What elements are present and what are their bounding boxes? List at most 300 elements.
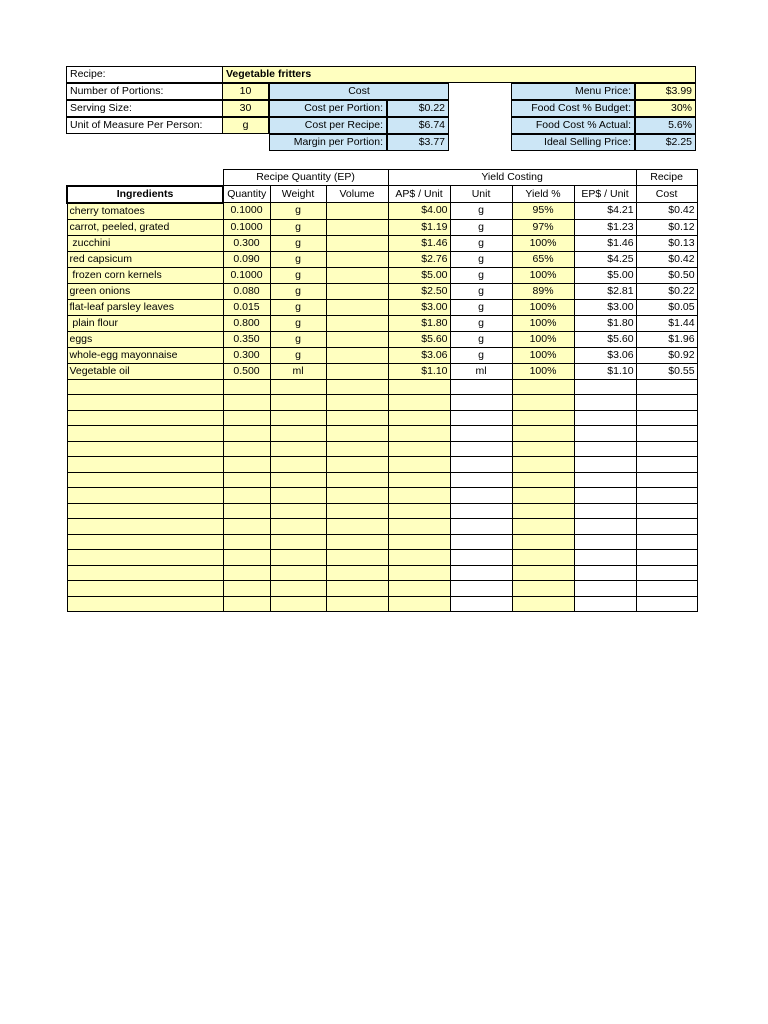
yield-percent-cell[interactable] [512, 503, 574, 519]
table-row [67, 283, 697, 299]
table-row [67, 379, 697, 395]
unit-cell[interactable]: g [450, 299, 512, 315]
weight-unit-cell[interactable] [270, 534, 326, 550]
ingredient-name-cell[interactable] [67, 565, 223, 581]
ap-per-unit-cell[interactable] [388, 488, 450, 504]
weight-unit-cell[interactable]: g [270, 283, 326, 299]
unit-cell[interactable] [450, 565, 512, 581]
ingredients-header: Ingredients [67, 186, 223, 203]
ap-per-unit-header: AP$ / Unit [388, 186, 450, 203]
yield-percent-cell[interactable] [512, 488, 574, 504]
quantity-cell[interactable] [223, 379, 270, 395]
ingredient-name-cell[interactable] [67, 410, 223, 426]
recipe-cost-cell [636, 488, 697, 504]
ap-per-unit-cell[interactable]: $2.76 [388, 251, 450, 267]
ap-per-unit-cell[interactable]: $1.80 [388, 315, 450, 331]
quantity-cell[interactable]: 0.800 [223, 315, 270, 331]
ingredient-name-cell[interactable] [67, 472, 223, 488]
yield-percent-cell[interactable]: 95% [512, 203, 574, 220]
table-row [67, 581, 697, 597]
weight-unit-cell[interactable] [270, 426, 326, 442]
table-row [67, 410, 697, 426]
volume-cell[interactable] [326, 457, 388, 473]
ingredient-name-cell[interactable] [67, 596, 223, 612]
weight-unit-cell[interactable] [270, 379, 326, 395]
ap-per-unit-cell[interactable]: $5.00 [388, 267, 450, 283]
table-row [67, 347, 697, 363]
table-row [67, 299, 697, 315]
table-row [67, 267, 697, 283]
volume-cell[interactable] [326, 235, 388, 251]
table-row [67, 315, 697, 331]
cost-per-portion-label: Cost per Portion: [269, 100, 387, 117]
weight-unit-cell[interactable]: g [270, 315, 326, 331]
weight-unit-cell[interactable] [270, 395, 326, 411]
volume-cell[interactable] [326, 251, 388, 267]
weight-unit-cell[interactable] [270, 503, 326, 519]
quantity-cell[interactable] [223, 472, 270, 488]
table-row [67, 534, 697, 550]
weight-unit-cell[interactable]: g [270, 251, 326, 267]
ep-per-unit-cell [574, 410, 636, 426]
recipe-cost-cell [636, 519, 697, 535]
ingredient-name-cell[interactable]: red capsicum [67, 251, 223, 267]
ap-per-unit-cell[interactable]: $1.19 [388, 219, 450, 235]
weight-unit-cell[interactable] [270, 550, 326, 566]
table-row [67, 426, 697, 442]
food-cost-actual-value: 5.6% [635, 117, 696, 134]
recipe-name[interactable]: Vegetable fritters [222, 66, 696, 83]
ep-per-unit-cell [574, 457, 636, 473]
yield-percent-cell[interactable] [512, 565, 574, 581]
weight-unit-cell[interactable]: g [270, 347, 326, 363]
recipe-cost-cell [636, 457, 697, 473]
table-row [67, 519, 697, 535]
cost-per-recipe-label: Cost per Recipe: [269, 117, 387, 134]
yield-percent-cell[interactable] [512, 379, 574, 395]
cost-header: Cost [269, 83, 449, 100]
table-row [67, 596, 697, 612]
quantity-cell[interactable] [223, 534, 270, 550]
yield-percent-cell[interactable]: 97% [512, 219, 574, 235]
volume-cell[interactable] [326, 565, 388, 581]
ingredient-name-cell[interactable] [67, 581, 223, 597]
recipe-cost-cell: $0.42 [636, 203, 697, 220]
recipe-cost-cell [636, 395, 697, 411]
yield-percent-cell[interactable] [512, 534, 574, 550]
column-header-row [67, 186, 697, 203]
ap-per-unit-cell[interactable] [388, 410, 450, 426]
ingredients-table [66, 169, 698, 612]
yield-percent-cell[interactable]: 100% [512, 235, 574, 251]
weight-unit-cell[interactable]: g [270, 267, 326, 283]
quantity-cell[interactable] [223, 503, 270, 519]
unit-cell[interactable]: g [450, 203, 512, 220]
table-row [67, 441, 697, 457]
ep-per-unit-cell [574, 395, 636, 411]
quantity-cell[interactable] [223, 410, 270, 426]
ingredient-name-cell[interactable] [67, 426, 223, 442]
yield-percent-cell[interactable]: 100% [512, 331, 574, 347]
yield-percent-cell[interactable]: 100% [512, 299, 574, 315]
margin-per-portion-value: $3.77 [387, 134, 449, 151]
quantity-cell[interactable]: 0.1000 [223, 219, 270, 235]
table-row [67, 503, 697, 519]
weight-unit-cell[interactable] [270, 441, 326, 457]
recipe-cost-cell [636, 410, 697, 426]
unit-cell[interactable] [450, 581, 512, 597]
yield-percent-cell[interactable]: 100% [512, 315, 574, 331]
unit-cell[interactable]: g [450, 251, 512, 267]
ingredient-name-cell[interactable] [67, 503, 223, 519]
recipe-cost-cell [636, 441, 697, 457]
volume-cell[interactable] [326, 395, 388, 411]
menu-price-label: Menu Price: [511, 83, 635, 100]
ingredient-name-cell[interactable]: zucchini [67, 235, 223, 251]
ingredient-name-cell[interactable]: carrot, peeled, grated [67, 219, 223, 235]
ep-per-unit-cell [574, 488, 636, 504]
weight-unit-cell[interactable] [270, 410, 326, 426]
volume-cell[interactable] [326, 267, 388, 283]
ap-per-unit-cell[interactable]: $5.60 [388, 331, 450, 347]
ideal-selling-price-value: $2.25 [635, 134, 696, 151]
recipe-cost-cell: $0.13 [636, 235, 697, 251]
ingredient-name-cell[interactable] [67, 379, 223, 395]
ep-per-unit-cell [574, 472, 636, 488]
yield-percent-cell[interactable]: 100% [512, 363, 574, 379]
ep-per-unit-cell: $1.46 [574, 235, 636, 251]
quantity-cell[interactable] [223, 519, 270, 535]
margin-per-portion-label: Margin per Portion: [269, 134, 387, 151]
volume-cell[interactable] [326, 331, 388, 347]
recipe-cost-cell [636, 426, 697, 442]
unit-cell[interactable] [450, 395, 512, 411]
ingredient-name-cell[interactable]: plain flour [67, 315, 223, 331]
volume-cell[interactable] [326, 410, 388, 426]
volume-cell[interactable] [326, 203, 388, 220]
volume-cell[interactable] [326, 519, 388, 535]
recipe-cost-cell: $0.92 [636, 347, 697, 363]
quantity-cell[interactable] [223, 426, 270, 442]
cost-per-recipe-value: $6.74 [387, 117, 449, 134]
yield-percent-cell[interactable] [512, 441, 574, 457]
ap-per-unit-cell[interactable] [388, 503, 450, 519]
ingredient-name-cell[interactable] [67, 441, 223, 457]
unit-header: Unit [450, 186, 512, 203]
portions-value[interactable]: 10 [222, 83, 269, 100]
table-row [67, 488, 697, 504]
recipe-cost-cell [636, 581, 697, 597]
ap-per-unit-cell[interactable]: $3.00 [388, 299, 450, 315]
weight-unit-cell[interactable]: g [270, 235, 326, 251]
recipe-cost-cell: $0.12 [636, 219, 697, 235]
quantity-cell[interactable]: 0.090 [223, 251, 270, 267]
yield-percent-header: Yield % [512, 186, 574, 203]
yield-percent-cell[interactable]: 100% [512, 267, 574, 283]
unit-cell[interactable]: g [450, 283, 512, 299]
unit-cell[interactable] [450, 596, 512, 612]
ap-per-unit-cell[interactable]: $1.10 [388, 363, 450, 379]
uom-value[interactable]: g [222, 117, 269, 134]
ap-per-unit-cell[interactable]: $1.46 [388, 235, 450, 251]
recipe-label: Recipe: [66, 66, 223, 83]
food-cost-budget-value[interactable]: 30% [635, 100, 696, 117]
table-row [67, 565, 697, 581]
table-row [67, 219, 697, 235]
yield-percent-cell[interactable] [512, 596, 574, 612]
ep-per-unit-cell: $2.81 [574, 283, 636, 299]
ep-per-unit-cell: $3.00 [574, 299, 636, 315]
uom-label: Unit of Measure Per Person: [66, 117, 223, 134]
table-row [67, 235, 697, 251]
ap-per-unit-cell[interactable]: $3.06 [388, 347, 450, 363]
ep-per-unit-cell: $4.21 [574, 203, 636, 220]
ep-per-unit-cell [574, 534, 636, 550]
recipe-cost-cell: $0.42 [636, 251, 697, 267]
quantity-cell[interactable] [223, 550, 270, 566]
quantity-cell[interactable]: 0.015 [223, 299, 270, 315]
weight-unit-cell[interactable]: g [270, 219, 326, 235]
table-row [67, 395, 697, 411]
quantity-cell[interactable] [223, 581, 270, 597]
table-row [67, 472, 697, 488]
yield-percent-cell[interactable] [512, 581, 574, 597]
unit-cell[interactable] [450, 534, 512, 550]
ap-per-unit-cell[interactable] [388, 395, 450, 411]
ingredient-name-cell[interactable]: Vegetable oil [67, 363, 223, 379]
unit-cell[interactable] [450, 426, 512, 442]
recipe-cost-cell [636, 596, 697, 612]
volume-cell[interactable] [326, 472, 388, 488]
serving-size-label: Serving Size: [66, 100, 223, 117]
ingredient-name-cell[interactable] [67, 519, 223, 535]
recipe-cost-cell [636, 534, 697, 550]
volume-cell[interactable] [326, 426, 388, 442]
weight-unit-cell[interactable] [270, 457, 326, 473]
ep-per-unit-cell [574, 550, 636, 566]
quantity-cell[interactable]: 0.300 [223, 235, 270, 251]
blank-corner [67, 170, 223, 186]
unit-cell[interactable]: g [450, 315, 512, 331]
weight-unit-cell[interactable]: g [270, 203, 326, 220]
quantity-cell[interactable]: 0.500 [223, 363, 270, 379]
cost-per-portion-value: $0.22 [387, 100, 449, 117]
ep-per-unit-cell: $5.00 [574, 267, 636, 283]
ap-per-unit-cell[interactable] [388, 441, 450, 457]
volume-cell[interactable] [326, 315, 388, 331]
unit-cell[interactable] [450, 550, 512, 566]
ep-per-unit-cell [574, 581, 636, 597]
serving-size-value[interactable]: 30 [222, 100, 269, 117]
weight-unit-cell[interactable] [270, 596, 326, 612]
ep-per-unit-header: EP$ / Unit [574, 186, 636, 203]
unit-cell[interactable] [450, 472, 512, 488]
recipe-cost-cell: $0.22 [636, 283, 697, 299]
ingredient-name-cell[interactable] [67, 457, 223, 473]
ep-per-unit-cell [574, 519, 636, 535]
quantity-cell[interactable]: 0.300 [223, 347, 270, 363]
quantity-cell[interactable]: 0.350 [223, 331, 270, 347]
volume-cell[interactable] [326, 488, 388, 504]
unit-cell[interactable] [450, 488, 512, 504]
ingredient-name-cell[interactable]: flat-leaf parsley leaves [67, 299, 223, 315]
quantity-cell[interactable] [223, 596, 270, 612]
ingredient-rows [67, 203, 697, 612]
yield-percent-cell[interactable] [512, 550, 574, 566]
ingredient-name-cell[interactable]: frozen corn kernels [67, 267, 223, 283]
quantity-cell[interactable] [223, 488, 270, 504]
weight-unit-cell[interactable] [270, 488, 326, 504]
recipe-cost-cell [636, 503, 697, 519]
unit-cell[interactable] [450, 379, 512, 395]
table-row [67, 457, 697, 473]
ingredient-name-cell[interactable] [67, 534, 223, 550]
ep-per-unit-cell: $4.25 [574, 251, 636, 267]
yield-percent-cell[interactable] [512, 472, 574, 488]
ep-per-unit-cell [574, 503, 636, 519]
unit-cell[interactable] [450, 410, 512, 426]
ap-per-unit-cell[interactable] [388, 379, 450, 395]
volume-cell[interactable] [326, 503, 388, 519]
yield-percent-cell[interactable] [512, 457, 574, 473]
ep-per-unit-cell [574, 441, 636, 457]
quantity-header: Quantity [223, 186, 270, 203]
ep-per-unit-cell: $1.80 [574, 315, 636, 331]
yield-percent-cell[interactable] [512, 395, 574, 411]
food-cost-budget-label: Food Cost % Budget: [511, 100, 635, 117]
quantity-cell[interactable]: 0.080 [223, 283, 270, 299]
ideal-selling-price-label: Ideal Selling Price: [511, 134, 635, 151]
portions-label: Number of Portions: [66, 83, 223, 100]
recipe-cost-cell [636, 379, 697, 395]
recipe-cost-cell [636, 472, 697, 488]
ingredient-name-cell[interactable]: green onions [67, 283, 223, 299]
quantity-cell[interactable] [223, 395, 270, 411]
unit-cell[interactable] [450, 503, 512, 519]
ap-per-unit-cell[interactable] [388, 565, 450, 581]
recipe-cost-cell: $0.55 [636, 363, 697, 379]
volume-cell[interactable] [326, 363, 388, 379]
ap-per-unit-cell[interactable] [388, 457, 450, 473]
table-row [67, 331, 697, 347]
weight-unit-cell[interactable]: g [270, 299, 326, 315]
menu-price-value[interactable]: $3.99 [635, 83, 696, 100]
ap-per-unit-cell[interactable] [388, 519, 450, 535]
yield-costing-group-header: Yield Costing [388, 170, 636, 186]
unit-cell[interactable]: g [450, 235, 512, 251]
weight-unit-cell[interactable] [270, 472, 326, 488]
ep-per-unit-cell: $3.06 [574, 347, 636, 363]
ingredient-name-cell[interactable]: cherry tomatoes [67, 203, 223, 220]
unit-cell[interactable]: g [450, 219, 512, 235]
ep-per-unit-cell [574, 379, 636, 395]
volume-cell[interactable] [326, 441, 388, 457]
quantity-cell[interactable]: 0.1000 [223, 203, 270, 220]
recipe-cost-cell: $0.50 [636, 267, 697, 283]
recipe-cost-cell [636, 550, 697, 566]
ep-per-unit-cell [574, 426, 636, 442]
yield-percent-cell[interactable] [512, 426, 574, 442]
volume-header: Volume [326, 186, 388, 203]
ap-per-unit-cell[interactable]: $4.00 [388, 203, 450, 220]
volume-cell[interactable] [326, 299, 388, 315]
recipe-cost-cell: $1.96 [636, 331, 697, 347]
ap-per-unit-cell[interactable] [388, 534, 450, 550]
volume-cell[interactable] [326, 347, 388, 363]
weight-header: Weight [270, 186, 326, 203]
volume-cell[interactable] [326, 550, 388, 566]
yield-percent-cell[interactable]: 89% [512, 283, 574, 299]
ep-per-unit-cell [574, 565, 636, 581]
ingredient-name-cell[interactable]: whole-egg mayonnaise [67, 347, 223, 363]
food-cost-actual-label: Food Cost % Actual: [511, 117, 635, 134]
volume-cell[interactable] [326, 581, 388, 597]
ingredient-name-cell[interactable] [67, 488, 223, 504]
volume-cell[interactable] [326, 596, 388, 612]
ep-per-unit-cell [574, 596, 636, 612]
table-row [67, 550, 697, 566]
ap-per-unit-cell[interactable] [388, 472, 450, 488]
yield-percent-cell[interactable]: 65% [512, 251, 574, 267]
weight-unit-cell[interactable] [270, 519, 326, 535]
unit-cell[interactable]: g [450, 267, 512, 283]
weight-unit-cell[interactable]: ml [270, 363, 326, 379]
ep-per-unit-cell: $1.23 [574, 219, 636, 235]
volume-cell[interactable] [326, 219, 388, 235]
cost-header: Cost [636, 186, 697, 203]
yield-percent-cell[interactable] [512, 410, 574, 426]
ap-per-unit-cell[interactable] [388, 596, 450, 612]
unit-cell[interactable]: ml [450, 363, 512, 379]
recipe-cost-cell: $1.44 [636, 315, 697, 331]
unit-cell[interactable] [450, 457, 512, 473]
table-row [67, 251, 697, 267]
unit-cell[interactable]: g [450, 331, 512, 347]
table-row [67, 203, 697, 220]
ap-per-unit-cell[interactable] [388, 550, 450, 566]
ingredient-name-cell[interactable] [67, 395, 223, 411]
ep-per-unit-cell: $1.10 [574, 363, 636, 379]
volume-cell[interactable] [326, 283, 388, 299]
unit-cell[interactable] [450, 519, 512, 535]
recipe-quantity-group-header: Recipe Quantity (EP) [223, 170, 388, 186]
quantity-cell[interactable] [223, 441, 270, 457]
unit-cell[interactable] [450, 441, 512, 457]
ap-per-unit-cell[interactable] [388, 581, 450, 597]
recipe-cost-cell: $0.05 [636, 299, 697, 315]
ap-per-unit-cell[interactable]: $2.50 [388, 283, 450, 299]
quantity-cell[interactable] [223, 565, 270, 581]
ap-per-unit-cell[interactable] [388, 426, 450, 442]
weight-unit-cell[interactable] [270, 565, 326, 581]
unit-cell[interactable]: g [450, 347, 512, 363]
ingredient-name-cell[interactable]: eggs [67, 331, 223, 347]
recipe-cost-cell [636, 565, 697, 581]
weight-unit-cell[interactable] [270, 581, 326, 597]
volume-cell[interactable] [326, 534, 388, 550]
ingredient-name-cell[interactable] [67, 550, 223, 566]
volume-cell[interactable] [326, 379, 388, 395]
yield-percent-cell[interactable] [512, 519, 574, 535]
ep-per-unit-cell: $5.60 [574, 331, 636, 347]
weight-unit-cell[interactable]: g [270, 331, 326, 347]
quantity-cell[interactable]: 0.1000 [223, 267, 270, 283]
yield-percent-cell[interactable]: 100% [512, 347, 574, 363]
recipe-cost-group-header: Recipe [636, 170, 697, 186]
quantity-cell[interactable] [223, 457, 270, 473]
table-row [67, 363, 697, 379]
group-header-row [67, 170, 697, 186]
